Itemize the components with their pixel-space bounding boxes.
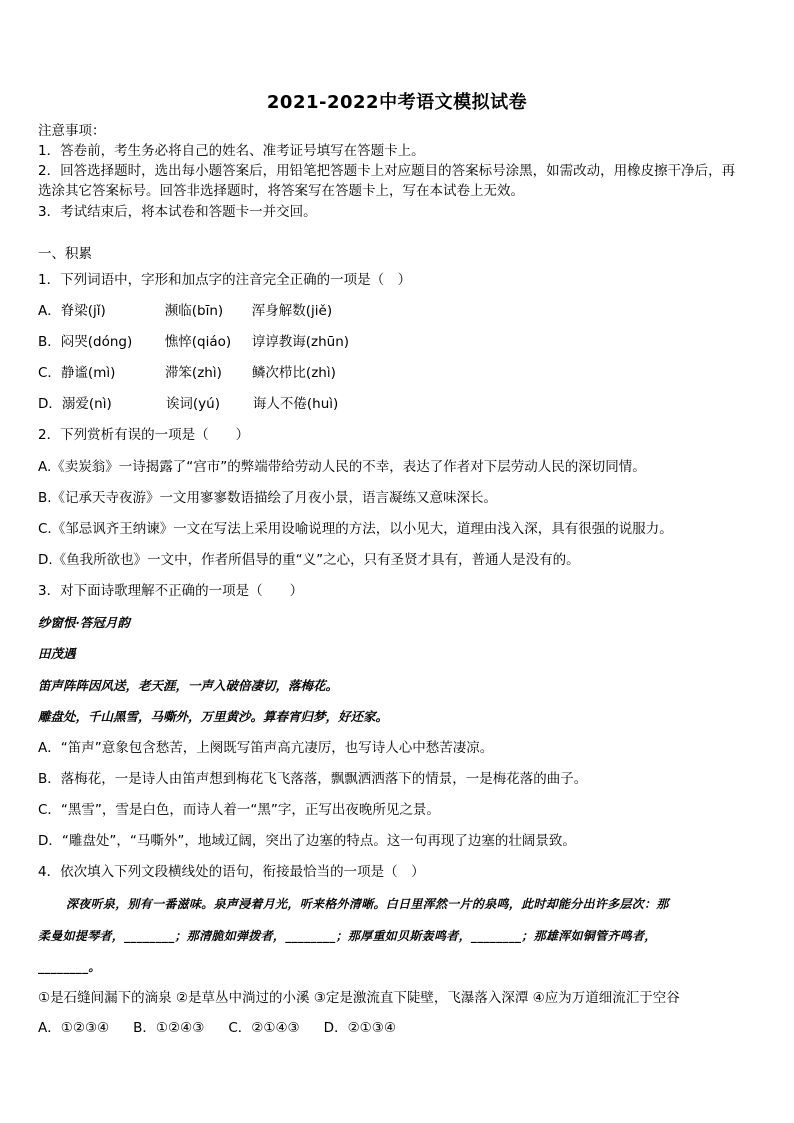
question-1-option-a <box>38 302 768 320</box>
notice-item-2-line-1: 2．回答选择题时，选出每小题答案后，用铅笔把答题卡上对应题目的答案标号涂黑，如需改动，用橡皮擦干净后，再 <box>38 163 736 179</box>
question-4-answers <box>38 1019 768 1037</box>
question-2-stem: 2．下列赏析有误的一项是（ ） <box>38 427 250 443</box>
question-3-option-b: B．落梅花，一是诗人由笛声想到梅花飞飞落落，飘飘洒洒落下的情景，一是梅花落的曲子。 <box>38 771 588 787</box>
notice-heading: 注意事项： <box>38 123 106 139</box>
poem-author: 田茂遇 <box>38 646 76 661</box>
option-word-2: 诶词(yú) <box>165 396 220 412</box>
notice-item-3: 3．考试结束后，将本试卷和答题卡一并交回。 <box>38 204 317 220</box>
poem-line-2: 雕盘处，千山黑雪，马嘶外，万里黄沙。算春宵归梦，好还家。 <box>38 709 389 724</box>
answer-b: B．①②④③ <box>133 1020 205 1036</box>
option-word-1: 静谧(mì) <box>60 365 116 381</box>
passage-line-1: 深夜听泉，别有一番滋味。泉声浸着月光，听来格外清晰。白日里浑然一片的泉鸣，此时却能分出许多层次：那 <box>66 897 669 911</box>
answer-c: C．②①④③ <box>228 1020 300 1036</box>
option-word-2: 憔悴(qiáo) <box>164 334 232 350</box>
option-label: A． <box>38 303 61 319</box>
question-3-option-a: A．“笛声”意象包含愁苦，上阕既写笛声高亢凄厉，也写诗人心中愁苦凄凉。 <box>38 740 494 756</box>
question-1-stem: 1．下列词语中，字形和加点字的注音完全正确的一项是（ ） <box>38 272 412 288</box>
exam-title: 2021-2022中考语文模拟试卷 <box>266 92 528 113</box>
passage-line-3: ________。 <box>38 960 101 974</box>
question-1-option-c <box>38 364 768 382</box>
answer-d: D．②①③④ <box>323 1020 396 1036</box>
option-word-3: 鳞次栉比(zhì) <box>251 365 336 381</box>
question-2-option-a: A.《卖炭翁》一诗揭露了“宫市”的弊端带给劳动人民的不幸，表达了作者对下层劳动人民的深切同情。 <box>38 459 646 475</box>
option-word-1: 溺爱(nì) <box>61 396 112 412</box>
poem-title: 纱窗恨·答冠月韵 <box>38 615 130 630</box>
question-4-stem: 4．依次填入下列文段横线处的语句，衔接最恰当的一项是（ ） <box>38 864 425 880</box>
question-4-choices: ①是石缝间漏下的滴泉 ②是草丛中淌过的小溪 ③定是激流直下陡壁，飞瀑落入深潭 ④应为万道细流汇于空谷 <box>38 990 680 1006</box>
option-label: D． <box>38 396 62 412</box>
answer-a: A．①②③④ <box>38 1020 110 1036</box>
question-2-option-d: D.《鱼我所欲也》一文中，作者所倡导的重“义”之心，只有圣贤才具有，普通人是没有的。 <box>38 552 580 568</box>
section-heading: 一、积累 <box>38 246 92 262</box>
question-2-option-c: C.《邹忌讽齐王纳谏》一文在写法上采用设喻说理的方法，以小见大，道理由浅入深，具有很强的说服力。 <box>38 521 673 537</box>
option-label: B． <box>38 334 61 350</box>
question-3-option-d: D．“雕盘处”，“马嘶外”，地域辽阔，突出了边塞的特点。这一句再现了边塞的壮阔景致。 <box>38 833 576 849</box>
option-word-1: 脊梁(jǐ) <box>60 303 106 319</box>
option-word-1: 闷哭(dóng) <box>60 334 133 350</box>
question-3-option-c: C．“黑雪”，雪是白色，而诗人着一“黑”字，正写出夜晚所见之景。 <box>38 802 440 818</box>
notice-item-1: 1．答卷前，考生务必将自己的姓名、准考证号填写在答题卡上。 <box>38 143 425 159</box>
option-word-3: 谆谆教诲(zhūn) <box>251 334 350 350</box>
question-3-stem: 3．对下面诗歌理解不正确的一项是（ ） <box>38 583 304 599</box>
option-word-3: 诲人不倦(huì) <box>252 396 339 412</box>
passage-line-2: 柔曼如提琴者，________；那清脆如弹拨者，________；那厚重如贝斯轰鸣者，________；那雄浑如铜管齐鸣者， <box>38 929 657 943</box>
notice-item-2-line-2: 选涂其它答案标号。回答非选择题时，将答案写在答题卡上，写在本试卷上无效。 <box>38 183 524 199</box>
poem-line-1: 笛声阵阵因风送，老天涯，一声入破倍凄切，落梅花。 <box>38 678 339 693</box>
option-label: C． <box>38 365 61 381</box>
question-2-option-b: B.《记承天寺夜游》一文用寥寥数语描绘了月夜小景，语言凝练又意味深长。 <box>38 490 498 506</box>
option-word-2: 滞笨(zhì) <box>164 365 222 381</box>
option-word-2: 濒临(bīn) <box>164 303 224 319</box>
question-1-option-b <box>38 333 768 351</box>
question-1-option-d <box>38 395 768 413</box>
option-word-3: 浑身解数(jiě) <box>251 303 333 319</box>
